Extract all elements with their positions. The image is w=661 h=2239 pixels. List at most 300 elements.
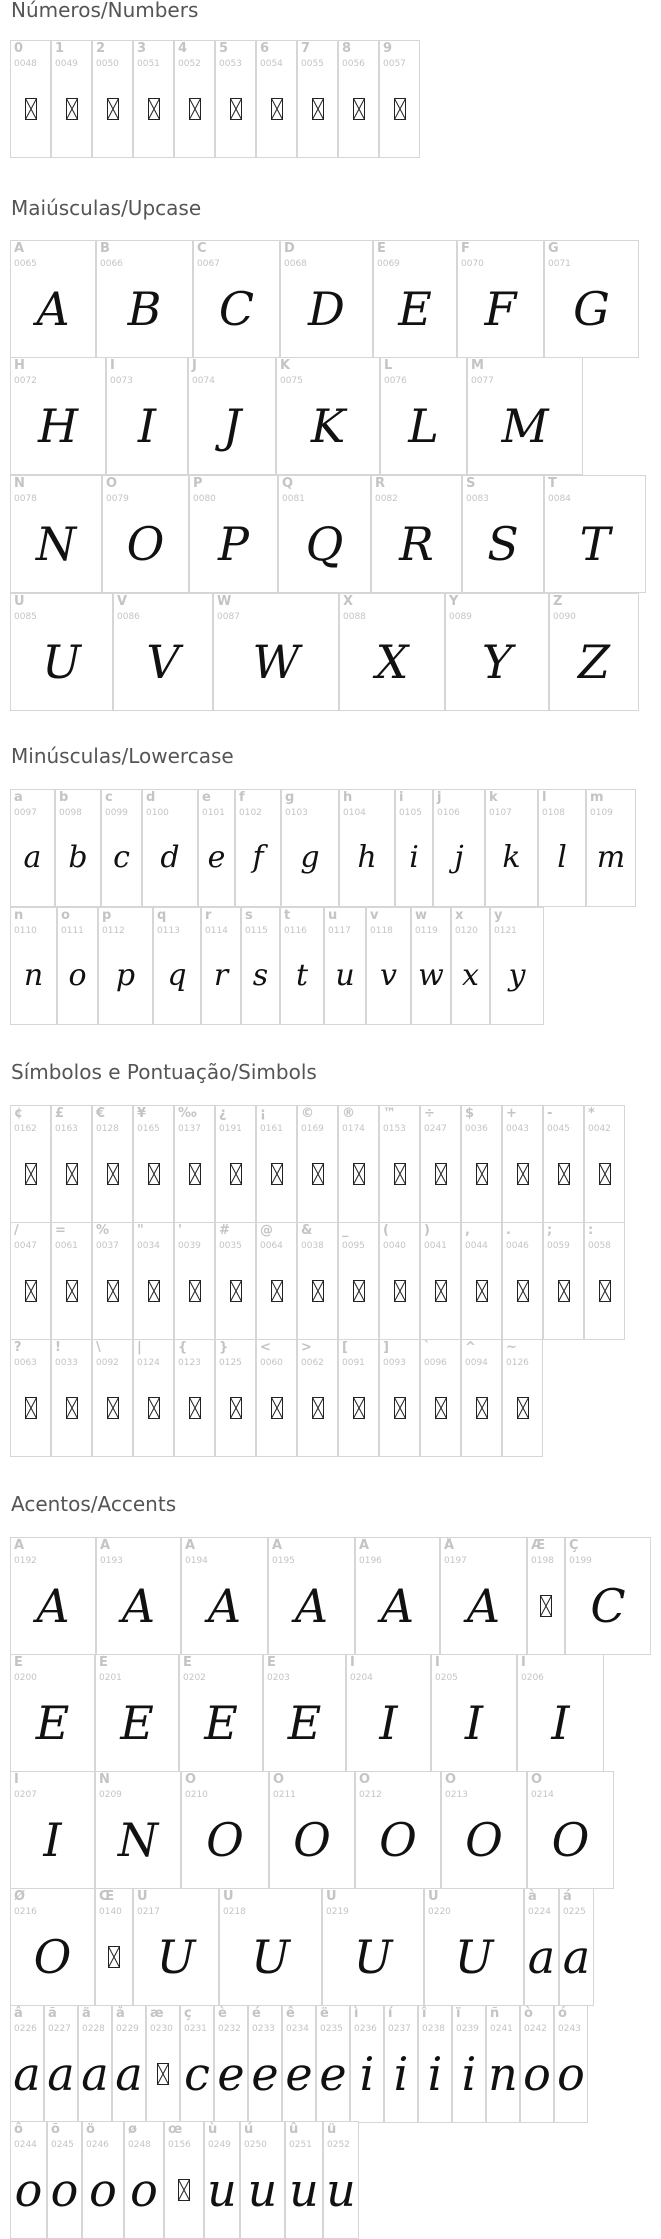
glyph-cell	[10, 40, 51, 158]
glyph-code: 0217	[137, 1907, 160, 1917]
glyph-cell	[441, 1771, 527, 1889]
glyph-character: ú	[244, 2122, 254, 2137]
glyph-cell	[92, 1105, 133, 1223]
glyph-code: 0201	[99, 1673, 122, 1683]
glyph-cell	[95, 1888, 133, 2006]
glyph-code: 0101	[202, 808, 225, 818]
glyph-cell	[10, 593, 113, 711]
glyph-character: y	[494, 908, 503, 923]
glyph-code: 0068	[284, 259, 307, 269]
glyph-code: 0210	[185, 1790, 208, 1800]
glyph-preview: y	[508, 958, 526, 993]
glyph-cell	[10, 2121, 47, 2239]
glyph-cell	[214, 2005, 248, 2123]
glyph-code: 0207	[14, 1790, 37, 1800]
glyph-character: Y	[449, 594, 459, 609]
section-title-accents: Acentos/Accents	[11, 1492, 177, 1516]
glyph-code: 0043	[506, 1124, 529, 1134]
glyph-character: ã	[48, 2006, 57, 2021]
glyph-preview: A	[36, 282, 70, 336]
glyph-cell	[174, 1222, 215, 1340]
glyph-cell	[520, 2005, 554, 2123]
glyph-code: 0088	[343, 612, 366, 622]
glyph-character: +	[506, 1106, 517, 1121]
glyph-character: Ô	[359, 1772, 371, 1787]
glyph-cell	[451, 907, 490, 1025]
glyph-character: (	[383, 1223, 389, 1238]
glyph-code: 0128	[96, 1124, 119, 1134]
missing-glyph-icon	[107, 1163, 119, 1185]
glyph-cell	[47, 2121, 82, 2239]
glyph-code: 0049	[55, 59, 78, 69]
glyph-preview: M	[501, 399, 549, 453]
glyph-character: g	[285, 790, 295, 805]
glyph-code: 0054	[260, 59, 283, 69]
glyph-cell	[373, 240, 457, 358]
glyph-cell	[92, 1222, 133, 1340]
glyph-preview: U	[42, 635, 81, 689]
glyph-code: 0072	[14, 376, 37, 386]
glyph-preview: l	[557, 840, 567, 875]
glyph-preview: L	[408, 399, 439, 453]
glyph-cell	[215, 1222, 256, 1340]
glyph-character: m	[590, 790, 604, 805]
glyph-code: 0067	[197, 259, 220, 269]
glyph-character: 7	[301, 41, 311, 56]
glyph-cell	[297, 40, 338, 158]
missing-glyph-icon	[517, 1280, 529, 1302]
missing-glyph-icon	[353, 98, 365, 120]
glyph-code: 0121	[494, 926, 517, 936]
glyph-cell	[92, 1339, 133, 1457]
glyph-code: 0236	[354, 2024, 377, 2034]
glyph-character: l	[542, 790, 547, 805]
missing-glyph-icon	[353, 1397, 365, 1419]
glyph-character: K	[280, 358, 291, 373]
glyph-preview: o	[557, 2047, 585, 2101]
glyph-character: ò	[524, 2006, 533, 2021]
glyph-cell	[584, 1222, 625, 1340]
missing-glyph-icon	[148, 98, 160, 120]
glyph-cell	[379, 1222, 420, 1340]
glyph-character: A	[14, 241, 25, 256]
glyph-code: 0055	[301, 59, 324, 69]
glyph-cell	[502, 1222, 543, 1340]
glyph-preview: n	[488, 2047, 518, 2101]
glyph-character: u	[328, 908, 338, 923]
glyph-character: ®	[342, 1106, 355, 1121]
glyph-cell	[146, 2005, 180, 2123]
glyph-character: ^	[465, 1340, 476, 1355]
missing-glyph-icon	[353, 1163, 365, 1185]
glyph-character: f	[239, 790, 245, 805]
glyph-cell	[174, 40, 215, 158]
glyph-code: 0035	[219, 1241, 242, 1251]
glyph-preview: u	[289, 2163, 319, 2217]
glyph-code: 0199	[569, 1556, 592, 1566]
glyph-preview: I	[43, 1813, 62, 1867]
glyph-character: 0	[14, 41, 24, 56]
glyph-cell	[51, 40, 92, 158]
glyph-cell	[339, 593, 445, 711]
glyph-code: 0081	[282, 494, 305, 504]
glyph-cell	[461, 1105, 502, 1223]
glyph-preview: U	[251, 1930, 290, 1984]
glyph-character: #	[219, 1223, 230, 1238]
missing-glyph-icon	[394, 1280, 406, 1302]
glyph-preview: e	[217, 2047, 245, 2101]
glyph-cell	[297, 1105, 338, 1223]
glyph-cell	[524, 1888, 559, 2006]
glyph-code: 0080	[193, 494, 216, 504]
glyph-code: 0195	[272, 1556, 295, 1566]
glyph-character: Ü	[428, 1889, 439, 1904]
glyph-code: 0115	[245, 926, 268, 936]
glyph-cell	[96, 240, 193, 358]
glyph-character: N	[14, 476, 25, 491]
glyph-character: =	[55, 1223, 66, 1238]
glyph-character: á	[563, 1889, 572, 1904]
glyph-cell	[544, 240, 639, 358]
glyph-character: ™	[383, 1106, 396, 1121]
glyph-code: 0113	[157, 926, 180, 936]
glyph-code: 0074	[192, 376, 215, 386]
glyph-character: €	[96, 1106, 106, 1121]
glyph-character: ç	[184, 2006, 192, 2021]
glyph-cell	[180, 2005, 214, 2123]
glyph-code: 0079	[106, 494, 129, 504]
glyph-code: 0112	[102, 926, 125, 936]
glyph-code: 0084	[548, 494, 571, 504]
glyph-code: 0070	[461, 259, 484, 269]
glyph-character: M	[471, 358, 484, 373]
missing-glyph-icon	[230, 1163, 242, 1185]
glyph-preview: a	[47, 2047, 75, 2101]
glyph-character: ï	[456, 2006, 461, 2021]
glyph-cell	[420, 1339, 461, 1457]
glyph-cell	[485, 789, 538, 907]
missing-glyph-icon	[178, 2179, 190, 2201]
missing-glyph-icon	[148, 1397, 160, 1419]
glyph-preview: F	[484, 282, 517, 336]
glyph-code: 0120	[455, 926, 478, 936]
glyph-cell	[461, 1222, 502, 1340]
glyph-cell	[51, 1105, 92, 1223]
glyph-code: 0104	[343, 808, 366, 818]
glyph-cell	[10, 475, 102, 593]
glyph-code: 0125	[219, 1358, 242, 1368]
glyph-code: 0106	[437, 808, 460, 818]
missing-glyph-icon	[66, 1397, 78, 1419]
glyph-character: ÷	[424, 1106, 435, 1121]
glyph-preview: E	[120, 1696, 154, 1750]
glyph-character: ¿	[219, 1106, 227, 1121]
glyph-preview: U	[353, 1930, 393, 1984]
glyph-cell	[55, 789, 101, 907]
missing-glyph-icon	[189, 1280, 201, 1302]
glyph-code: 0229	[116, 2024, 139, 2034]
glyph-code: 0209	[99, 1790, 122, 1800]
glyph-preview: o	[50, 2163, 79, 2217]
glyph-preview: f	[252, 840, 264, 875]
glyph-cell	[559, 1888, 594, 2006]
glyph-code: 0091	[342, 1358, 365, 1368]
glyph-code: 0038	[301, 1241, 324, 1251]
glyph-code: 0162	[14, 1124, 37, 1134]
glyph-character: Œ	[99, 1889, 115, 1904]
glyph-character: ä	[82, 2006, 91, 2021]
glyph-code: 0071	[548, 259, 571, 269]
glyph-character: Õ	[445, 1772, 457, 1787]
glyph-cell	[380, 357, 467, 475]
glyph-character: U	[14, 594, 25, 609]
glyph-character: '	[178, 1223, 182, 1238]
glyph-character: ?	[14, 1340, 22, 1355]
glyph-cell	[101, 789, 142, 907]
glyph-cell	[10, 789, 55, 907]
glyph-character: æ	[150, 2006, 164, 2021]
glyph-preview: i	[409, 840, 419, 875]
glyph-code: 0192	[14, 1556, 37, 1566]
glyph-preview: O	[293, 1813, 331, 1867]
glyph-cell	[124, 2121, 164, 2239]
glyph-code: 0096	[424, 1358, 447, 1368]
missing-glyph-icon	[517, 1397, 529, 1419]
glyph-cell	[179, 1654, 263, 1772]
glyph-character: \	[96, 1340, 101, 1355]
missing-glyph-icon	[312, 1163, 324, 1185]
glyph-code: 0200	[14, 1673, 37, 1683]
glyph-code: 0193	[100, 1556, 123, 1566]
glyph-cell	[445, 593, 549, 711]
glyph-cell	[268, 1537, 355, 1655]
glyph-code: 0109	[590, 808, 613, 818]
glyph-code: 0251	[289, 2140, 312, 2150]
glyph-code: 0205	[435, 1673, 458, 1683]
glyph-cell	[355, 1771, 441, 1889]
glyph-preview: e	[285, 2047, 313, 2101]
glyph-cell	[278, 475, 371, 593]
glyph-code: 0045	[547, 1124, 570, 1134]
glyph-code: 0041	[424, 1241, 447, 1251]
glyph-character: /	[14, 1223, 19, 1238]
glyph-character: q	[157, 908, 167, 923]
glyph-preview: r	[213, 958, 229, 993]
glyph-code: 0250	[244, 2140, 267, 2150]
glyph-code: 0196	[359, 1556, 382, 1566]
glyph-code: 0051	[137, 59, 160, 69]
glyph-code: 0076	[384, 376, 407, 386]
glyph-cell	[10, 1888, 95, 2006]
glyph-code: 0252	[327, 2140, 350, 2150]
missing-glyph-icon	[271, 1163, 283, 1185]
glyph-character: _	[342, 1223, 349, 1238]
glyph-character: C	[197, 241, 207, 256]
glyph-character: .	[506, 1223, 511, 1238]
glyph-cell	[490, 907, 544, 1025]
glyph-code: 0140	[99, 1907, 122, 1917]
glyph-character: |	[137, 1340, 142, 1355]
glyph-character: Î	[521, 1655, 526, 1670]
glyph-character: ù	[208, 2122, 218, 2137]
glyph-code: 0204	[350, 1673, 373, 1683]
glyph-cell	[181, 1771, 269, 1889]
glyph-code: 0087	[217, 612, 240, 622]
glyph-preview: A	[36, 1579, 70, 1633]
glyph-cell	[280, 240, 373, 358]
glyph-character: ¡	[260, 1106, 266, 1121]
glyph-character: p	[102, 908, 112, 923]
glyph-cell	[338, 1222, 379, 1340]
glyph-character: Q	[282, 476, 294, 491]
glyph-preview: m	[596, 840, 626, 875]
glyph-cell	[215, 1339, 256, 1457]
glyph-character: ©	[301, 1106, 314, 1121]
glyph-character: J	[192, 358, 197, 373]
glyph-character: P	[193, 476, 203, 491]
glyph-character: À	[14, 1538, 25, 1553]
glyph-code: 0214	[531, 1790, 554, 1800]
glyph-preview: G	[573, 282, 610, 336]
glyph-code: 0233	[252, 2024, 275, 2034]
glyph-cell	[133, 1222, 174, 1340]
glyph-code: 0057	[383, 59, 406, 69]
glyph-preview: I	[551, 1696, 570, 1750]
glyph-code: 0219	[326, 1907, 349, 1917]
glyph-character: 8	[342, 41, 352, 56]
glyph-preview: p	[115, 958, 136, 993]
glyph-preview: J	[222, 399, 242, 453]
glyph-code: 0153	[383, 1124, 406, 1134]
glyph-preview: D	[308, 282, 345, 336]
glyph-character: h	[343, 790, 353, 805]
glyph-code: 0082	[375, 494, 398, 504]
missing-glyph-icon	[271, 1397, 283, 1419]
glyph-character: v	[370, 908, 379, 923]
glyph-cell	[281, 789, 339, 907]
glyph-code: 0137	[178, 1124, 201, 1134]
glyph-cell	[420, 1222, 461, 1340]
glyph-preview: i	[461, 2047, 477, 2101]
glyph-preview: i	[359, 2047, 375, 2101]
glyph-preview: N	[117, 1813, 159, 1867]
glyph-cell	[82, 2121, 124, 2239]
glyph-cell	[461, 1339, 502, 1457]
glyph-character: Ä	[359, 1538, 370, 1553]
glyph-cell	[544, 475, 646, 593]
glyph-cell	[95, 1771, 181, 1889]
glyph-character: ¥	[137, 1106, 147, 1121]
glyph-character: É	[99, 1655, 108, 1670]
glyph-character: ì	[354, 2006, 359, 2021]
glyph-code: 0066	[100, 259, 123, 269]
glyph-code: 0044	[465, 1241, 488, 1251]
glyph-cell	[269, 1771, 355, 1889]
glyph-character: H	[14, 358, 25, 373]
glyph-character: ‰	[178, 1106, 197, 1121]
glyph-code: 0090	[553, 612, 576, 622]
glyph-character: ¢	[14, 1106, 24, 1121]
glyph-character: È	[14, 1655, 23, 1670]
section-title-symbols: Símbolos e Pontuação/Simbols	[11, 1060, 317, 1084]
glyph-character: }	[219, 1340, 229, 1355]
glyph-cell	[10, 1771, 95, 1889]
glyph-code: 0249	[208, 2140, 231, 2150]
missing-glyph-icon	[148, 1280, 160, 1302]
glyph-character: Å	[444, 1538, 455, 1553]
glyph-code: 0092	[96, 1358, 119, 1368]
glyph-preview: a	[23, 840, 42, 875]
glyph-code: 0062	[301, 1358, 324, 1368]
missing-glyph-icon	[189, 1397, 201, 1419]
glyph-cell	[10, 1537, 96, 1655]
glyph-cell	[188, 357, 276, 475]
glyph-code: 0220	[428, 1907, 451, 1917]
glyph-character: D	[284, 241, 295, 256]
glyph-code: 0246	[86, 2140, 109, 2150]
glyph-code: 0094	[465, 1358, 488, 1368]
glyph-preview: R	[399, 517, 434, 571]
glyph-code: 0078	[14, 494, 37, 504]
glyph-code: 0242	[524, 2024, 547, 2034]
glyph-preview: k	[502, 840, 521, 875]
glyph-cell	[280, 907, 324, 1025]
glyph-character: Ò	[185, 1772, 197, 1787]
missing-glyph-icon	[230, 98, 242, 120]
glyph-code: 0243	[558, 2024, 581, 2034]
glyph-code: 0060	[260, 1358, 283, 1368]
glyph-cell	[411, 907, 451, 1025]
glyph-code: 0083	[466, 494, 489, 504]
glyph-preview: o	[68, 958, 87, 993]
glyph-character: )	[424, 1223, 430, 1238]
glyph-character: [	[342, 1340, 348, 1355]
glyph-code: 0089	[449, 612, 472, 622]
glyph-cell	[554, 2005, 588, 2123]
glyph-code: 0218	[223, 1907, 246, 1917]
glyph-code: 0241	[490, 2024, 513, 2034]
glyph-character: G	[548, 241, 559, 256]
glyph-character: R	[375, 476, 386, 491]
glyph-character: õ	[51, 2122, 60, 2137]
missing-glyph-icon	[148, 1163, 160, 1185]
glyph-character: 6	[260, 41, 270, 56]
missing-glyph-icon	[394, 98, 406, 120]
glyph-preview: Q	[305, 517, 344, 571]
glyph-cell	[371, 475, 462, 593]
glyph-code: 0040	[383, 1241, 406, 1251]
glyph-code: 0228	[82, 2024, 105, 2034]
missing-glyph-icon	[189, 98, 201, 120]
missing-glyph-icon	[230, 1397, 242, 1419]
glyph-cell	[420, 1105, 461, 1223]
glyph-character: î	[422, 2006, 427, 2021]
glyph-character: œ	[168, 2122, 183, 2137]
missing-glyph-icon	[189, 1163, 201, 1185]
glyph-preview: a	[562, 1930, 591, 1984]
missing-glyph-icon	[157, 2063, 169, 2085]
glyph-character: ñ	[490, 2006, 500, 2021]
glyph-preview: O	[206, 1813, 244, 1867]
glyph-cell	[440, 1537, 527, 1655]
glyph-preview: u	[335, 958, 355, 993]
glyph-character: ë	[320, 2006, 329, 2021]
glyph-code: 0212	[359, 1790, 382, 1800]
glyph-character: Ê	[183, 1655, 192, 1670]
glyph-cell	[10, 357, 106, 475]
glyph-preview: c	[184, 2047, 210, 2101]
glyph-character: å	[116, 2006, 125, 2021]
